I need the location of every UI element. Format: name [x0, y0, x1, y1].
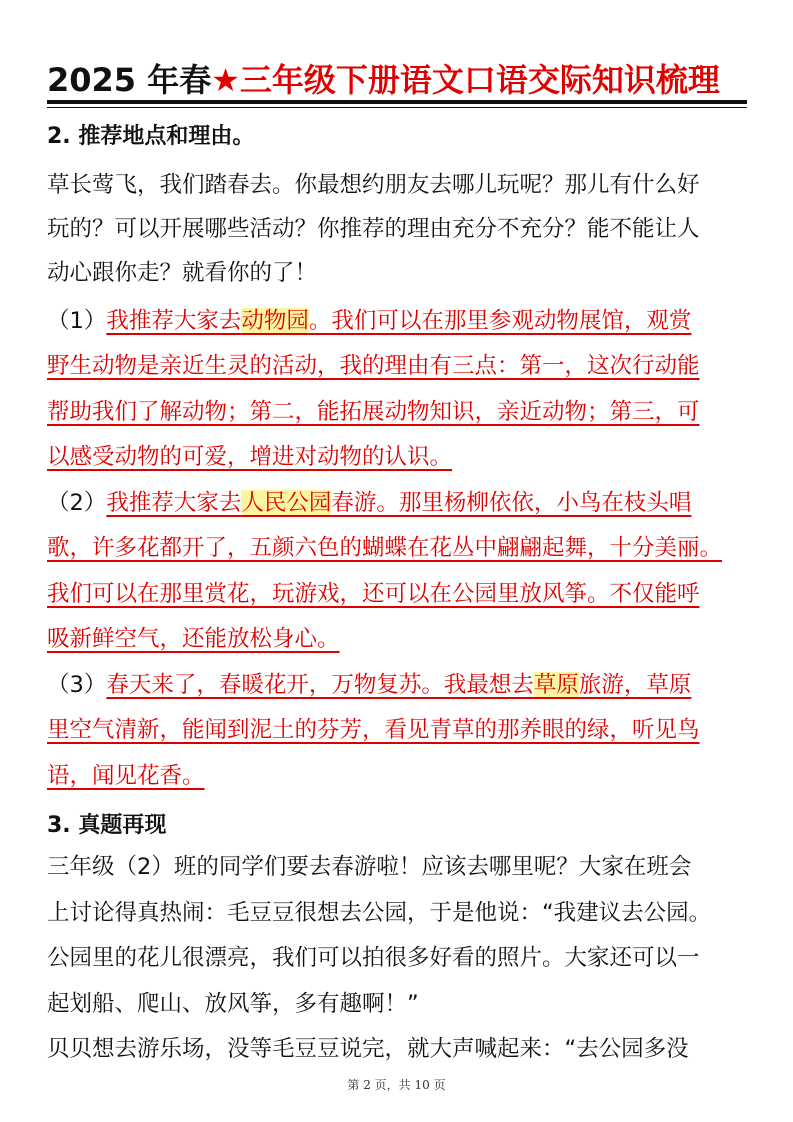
item2-place-highlight: 人民公园 — [241, 490, 332, 516]
item3-line-1: （3）春天来了，春暖花开，万物复苏。我最想去草原旅游，草原 — [47, 672, 692, 698]
item1-line-1: （1）我推荐大家去动物园。我们可以在那里参观动物展馆，观赏 — [47, 308, 692, 334]
item3-number: （3） — [47, 672, 107, 698]
item2-line-3: 我们可以在那里赏花，玩游戏，还可以在公园里放风筝。不仅能呼 — [47, 581, 700, 607]
title-main: 三年级下册语文口语交际知识梳理 — [239, 61, 720, 99]
page-footer: 第 2 页，共 10 页 — [347, 1078, 446, 1092]
item2-line-1: （2）我推荐大家去人民公园春游。那里杨柳依依，小鸟在枝头唱 — [47, 490, 692, 516]
star-icon: ★ — [211, 61, 240, 99]
title-rule-thin — [47, 107, 747, 108]
item3-line-3: 语，闻见花香。 — [47, 763, 205, 789]
exam-line-3: 公园里的花儿很漂亮，我们可以拍很多好看的照片。大家还可以一 — [47, 945, 700, 971]
item1-line-2: 野生动物是亲近生灵的活动，我的理由有三点：第一，这次行动能 — [47, 353, 700, 379]
intro-line-1: 草长莺飞，我们踏春去。你最想约朋友去哪儿玩呢？那儿有什么好 — [47, 172, 700, 198]
exam-line-4: 起划船、爬山、放风筝，多有趣啊！” — [47, 991, 419, 1017]
intro-line-2: 玩的？可以开展哪些活动？你推荐的理由充分不充分？能不能让人 — [47, 216, 700, 242]
item1-line-4: 以感受动物的可爱，增进对动物的认识。 — [47, 444, 453, 470]
item1-line-3: 帮助我们了解动物；第二，能拓展动物知识，亲近动物；第三，可 — [47, 399, 700, 425]
exam-line-5: 贝贝想去游乐场，没等毛豆豆说完，就大声喊起来：“去公园多没 — [47, 1036, 689, 1062]
exam-line-2: 上讨论得真热闹：毛豆豆很想去公园，于是他说：“我建议去公园。 — [47, 900, 712, 926]
item2-line-4: 吸新鲜空气，还能放松身心。 — [47, 626, 340, 652]
item3-place-highlight: 草原 — [533, 672, 579, 698]
exam-line-1: 三年级（2）班的同学们要去春游啦！应该去哪里呢？大家在班会 — [47, 854, 692, 880]
section-heading-3: 3. 真题再现 — [47, 813, 167, 838]
page-title — [47, 58, 747, 102]
title-rule-thick — [47, 100, 747, 104]
section-heading-2: 2. 推荐地点和理由。 — [47, 124, 255, 149]
item2-number: （2） — [47, 490, 107, 516]
item3-line-2: 里空气清新，能闻到泥土的芬芳，看见青草的那养眼的绿，听见鸟 — [47, 717, 700, 743]
item2-line-2: 歌，许多花都开了，五颜六色的蝴蝶在花丛中翩翩起舞，十分美丽。 — [47, 535, 723, 561]
intro-line-3: 动心跟你走？就看你的了！ — [47, 260, 318, 286]
title-prefix: 2025 年春 — [47, 61, 212, 99]
item1-number: （1） — [47, 308, 107, 334]
item1-place-highlight: 动物园 — [241, 308, 309, 334]
